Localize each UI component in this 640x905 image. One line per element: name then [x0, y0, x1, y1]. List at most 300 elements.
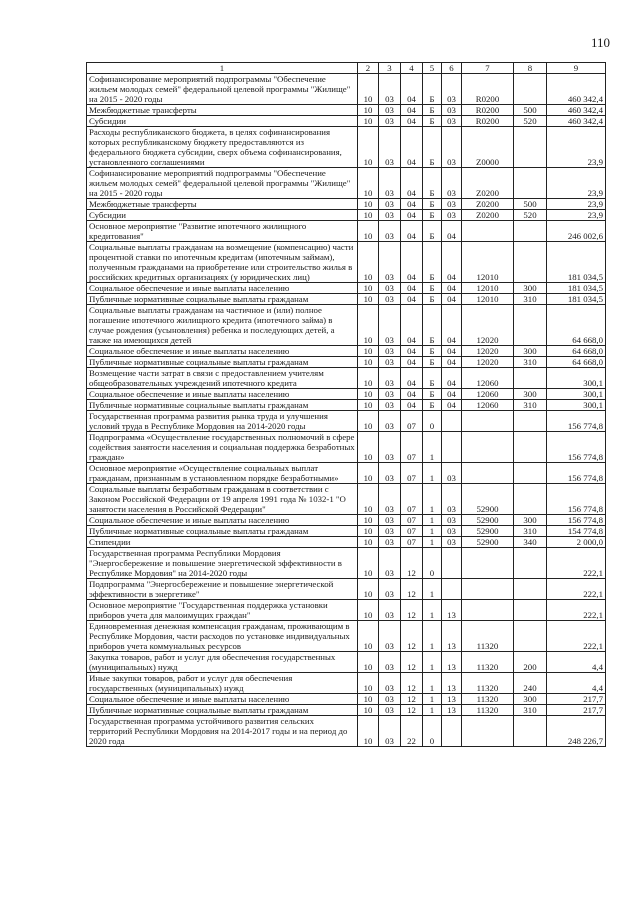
code-3-cell: 03 — [379, 368, 401, 389]
code-7-cell: Z0200 — [462, 168, 514, 199]
code-4-cell: 12 — [401, 673, 423, 694]
table-row — [87, 600, 606, 621]
code-6-cell — [442, 716, 462, 747]
code-8-cell — [514, 463, 547, 484]
code-5-cell: Б — [423, 105, 442, 116]
code-3-cell: 03 — [379, 432, 401, 463]
row-name-cell: Социальные выплаты гражданам на возмещение (компенсацию) части процентной ставки по ипотечным кредитам (ипотечным займам), полученным гражданами на приобретение или строительство жилья в российских кредитных организациях (у юридических лиц) — [87, 242, 358, 283]
code-8-cell — [514, 305, 547, 346]
row-name-cell: Государственная программа устойчивого развития сельских территорий Республики Мордовия на 2014-2017 годы и на период до 2020 года — [87, 716, 358, 747]
code-7-cell: Z0000 — [462, 127, 514, 168]
amount-cell: 23,9 — [547, 168, 606, 199]
code-5-cell: 1 — [423, 432, 442, 463]
amount-cell: 222,1 — [547, 621, 606, 652]
code-2-cell: 10 — [358, 389, 379, 400]
code-5-cell: Б — [423, 127, 442, 168]
code-2-cell: 10 — [358, 283, 379, 294]
code-6-cell: 04 — [442, 357, 462, 368]
code-8-cell: 240 — [514, 673, 547, 694]
code-3-cell: 03 — [379, 283, 401, 294]
code-6-cell: 03 — [442, 168, 462, 199]
table-row — [87, 242, 606, 283]
code-4-cell: 04 — [401, 294, 423, 305]
code-8-cell: 300 — [514, 389, 547, 400]
code-7-cell: 12060 — [462, 368, 514, 389]
code-4-cell: 12 — [401, 652, 423, 673]
amount-cell: 2 000,0 — [547, 537, 606, 548]
code-4-cell: 07 — [401, 537, 423, 548]
code-4-cell: 04 — [401, 168, 423, 199]
code-6-cell: 04 — [442, 346, 462, 357]
code-2-cell: 10 — [358, 579, 379, 600]
amount-cell: 181 034,5 — [547, 294, 606, 305]
code-8-cell — [514, 127, 547, 168]
code-3-cell: 03 — [379, 346, 401, 357]
code-2-cell: 10 — [358, 515, 379, 526]
code-8-cell — [514, 484, 547, 515]
code-4-cell: 04 — [401, 368, 423, 389]
code-5-cell: Б — [423, 294, 442, 305]
code-2-cell: 10 — [358, 168, 379, 199]
code-3-cell: 03 — [379, 210, 401, 221]
table-row — [87, 694, 606, 705]
code-4-cell: 04 — [401, 389, 423, 400]
header-cell: 5 — [423, 63, 442, 74]
amount-cell: 64 668,0 — [547, 357, 606, 368]
code-3-cell: 03 — [379, 105, 401, 116]
code-6-cell: 03 — [442, 210, 462, 221]
row-name-cell: Основное мероприятие "Развитие ипотечного жилищного кредитования" — [87, 221, 358, 242]
table-row — [87, 400, 606, 411]
code-4-cell: 07 — [401, 411, 423, 432]
row-name-cell: Социальные выплаты гражданам на частичное и (или) полное погашение ипотечного жилищного кредита (ипотечного займа) в случае рождения (усыновления) ребенка и последующих детей, а также на имеющихся детей — [87, 305, 358, 346]
table-row — [87, 368, 606, 389]
code-8-cell: 310 — [514, 705, 547, 716]
code-6-cell: 04 — [442, 305, 462, 346]
header-cell: 9 — [547, 63, 606, 74]
code-2-cell: 10 — [358, 346, 379, 357]
code-7-cell: Z0200 — [462, 210, 514, 221]
code-3-cell: 03 — [379, 600, 401, 621]
table-row — [87, 515, 606, 526]
code-5-cell: 0 — [423, 716, 442, 747]
code-7-cell — [462, 579, 514, 600]
table-row — [87, 74, 606, 105]
amount-cell: 64 668,0 — [547, 346, 606, 357]
code-5-cell: 1 — [423, 579, 442, 600]
amount-cell: 156 774,8 — [547, 432, 606, 463]
code-8-cell — [514, 716, 547, 747]
row-name-cell: Закупка товаров, работ и услуг для обеспечения государственных (муниципальных) нужд — [87, 652, 358, 673]
code-4-cell: 04 — [401, 283, 423, 294]
code-3-cell: 03 — [379, 716, 401, 747]
table-row — [87, 432, 606, 463]
code-2-cell: 10 — [358, 74, 379, 105]
row-name-cell: Единовременная денежная компенсация гражданам, проживающим в Республике Мордовия, части расходов по установке индивидуальных приборов учета коммунальных ресурсов — [87, 621, 358, 652]
code-4-cell: 12 — [401, 705, 423, 716]
code-5-cell: 1 — [423, 463, 442, 484]
code-6-cell: 03 — [442, 515, 462, 526]
amount-cell: 300,1 — [547, 368, 606, 389]
code-4-cell: 07 — [401, 526, 423, 537]
code-4-cell: 12 — [401, 548, 423, 579]
code-5-cell: 1 — [423, 484, 442, 515]
code-2-cell: 10 — [358, 400, 379, 411]
code-5-cell: Б — [423, 199, 442, 210]
code-8-cell — [514, 411, 547, 432]
row-name-cell: Социальное обеспечение и иные выплаты населению — [87, 694, 358, 705]
code-7-cell: 52900 — [462, 537, 514, 548]
code-3-cell: 03 — [379, 537, 401, 548]
row-name-cell: Иные закупки товаров, работ и услуг для обеспечения государственных (муниципальных) нужд — [87, 673, 358, 694]
code-2-cell: 10 — [358, 368, 379, 389]
code-6-cell: 03 — [442, 74, 462, 105]
code-4-cell: 07 — [401, 515, 423, 526]
budget-table — [86, 62, 606, 747]
code-6-cell — [442, 579, 462, 600]
code-7-cell: 11320 — [462, 652, 514, 673]
code-6-cell: 13 — [442, 705, 462, 716]
code-2-cell: 10 — [358, 537, 379, 548]
table-row — [87, 389, 606, 400]
code-6-cell: 13 — [442, 621, 462, 652]
code-3-cell: 03 — [379, 305, 401, 346]
code-2-cell: 10 — [358, 294, 379, 305]
code-3-cell: 03 — [379, 357, 401, 368]
code-4-cell: 07 — [401, 432, 423, 463]
header-cell: 4 — [401, 63, 423, 74]
code-7-cell: 11320 — [462, 673, 514, 694]
code-8-cell — [514, 368, 547, 389]
header-cell: 2 — [358, 63, 379, 74]
code-4-cell: 04 — [401, 346, 423, 357]
code-2-cell: 10 — [358, 600, 379, 621]
row-name-cell: Социальное обеспечение и иные выплаты населению — [87, 283, 358, 294]
row-name-cell: Расходы республиканского бюджета, в целях софинансирования которых республиканскому бюджету предоставляются из федерального бюджета субсидии, сверх объема софинансирования, установленного соглашениями — [87, 127, 358, 168]
code-3-cell: 03 — [379, 705, 401, 716]
code-4-cell: 07 — [401, 484, 423, 515]
amount-cell: 460 342,4 — [547, 105, 606, 116]
code-2-cell: 10 — [358, 357, 379, 368]
code-8-cell: 300 — [514, 346, 547, 357]
page-number: 110 — [590, 35, 610, 50]
amount-cell: 181 034,5 — [547, 283, 606, 294]
table-row — [87, 294, 606, 305]
row-name-cell: Возмещение части затрат в связи с предоставлением учителям общеобразовательных учреждений ипотечного кредита — [87, 368, 358, 389]
code-2-cell: 10 — [358, 221, 379, 242]
code-7-cell: 12060 — [462, 400, 514, 411]
code-2-cell: 10 — [358, 105, 379, 116]
code-6-cell: 13 — [442, 673, 462, 694]
row-name-cell: Публичные нормативные социальные выплаты гражданам — [87, 705, 358, 716]
row-name-cell: Софинансирование мероприятий подпрограммы "Обеспечение жильем молодых семей" федеральной целевой программы "Жилище" на 2015 - 2020 годы — [87, 74, 358, 105]
row-name-cell: Межбюджетные трансферты — [87, 199, 358, 210]
code-4-cell: 04 — [401, 305, 423, 346]
code-7-cell: 11320 — [462, 705, 514, 716]
code-3-cell: 03 — [379, 411, 401, 432]
code-4-cell: 12 — [401, 579, 423, 600]
code-5-cell: 1 — [423, 537, 442, 548]
header-cell: 1 — [87, 63, 358, 74]
table-body — [87, 74, 606, 747]
code-2-cell: 10 — [358, 548, 379, 579]
code-7-cell: 12010 — [462, 283, 514, 294]
code-7-cell: 12020 — [462, 305, 514, 346]
code-8-cell: 200 — [514, 652, 547, 673]
row-name-cell: Социальное обеспечение и иные выплаты населению — [87, 346, 358, 357]
code-7-cell: R0200 — [462, 74, 514, 105]
code-3-cell: 03 — [379, 389, 401, 400]
code-3-cell: 03 — [379, 221, 401, 242]
code-8-cell — [514, 621, 547, 652]
amount-cell: 300,1 — [547, 389, 606, 400]
code-4-cell: 12 — [401, 621, 423, 652]
amount-cell: 248 226,7 — [547, 716, 606, 747]
code-5-cell: Б — [423, 389, 442, 400]
code-7-cell: R0200 — [462, 105, 514, 116]
code-7-cell — [462, 432, 514, 463]
code-7-cell: 12020 — [462, 346, 514, 357]
code-3-cell: 03 — [379, 400, 401, 411]
code-8-cell — [514, 74, 547, 105]
code-8-cell: 310 — [514, 294, 547, 305]
code-5-cell: Б — [423, 242, 442, 283]
code-6-cell: 03 — [442, 116, 462, 127]
code-5-cell: Б — [423, 283, 442, 294]
table-row — [87, 526, 606, 537]
code-5-cell: 1 — [423, 652, 442, 673]
code-4-cell: 04 — [401, 74, 423, 105]
code-6-cell — [442, 411, 462, 432]
code-2-cell: 10 — [358, 484, 379, 515]
table-row — [87, 673, 606, 694]
code-8-cell: 520 — [514, 116, 547, 127]
code-7-cell: 11320 — [462, 694, 514, 705]
code-2-cell: 10 — [358, 432, 379, 463]
code-6-cell: 13 — [442, 694, 462, 705]
row-name-cell: Социальные выплаты безработным гражданам в соответствии с Законом Российской Федерации от 19 апреля 1991 года № 1032-1 "О занятости населения в Российской Федерации" — [87, 484, 358, 515]
header-cell: 3 — [379, 63, 401, 74]
amount-cell: 217,7 — [547, 705, 606, 716]
code-8-cell: 310 — [514, 357, 547, 368]
code-3-cell: 03 — [379, 242, 401, 283]
code-6-cell: 04 — [442, 283, 462, 294]
code-8-cell: 300 — [514, 283, 547, 294]
code-6-cell: 03 — [442, 526, 462, 537]
code-3-cell: 03 — [379, 548, 401, 579]
table-row — [87, 716, 606, 747]
amount-cell: 246 002,6 — [547, 221, 606, 242]
code-3-cell: 03 — [379, 463, 401, 484]
code-7-cell: 52900 — [462, 515, 514, 526]
code-4-cell: 12 — [401, 600, 423, 621]
code-5-cell: Б — [423, 400, 442, 411]
row-name-cell: Публичные нормативные социальные выплаты гражданам — [87, 357, 358, 368]
code-8-cell — [514, 221, 547, 242]
row-name-cell: Публичные нормативные социальные выплаты гражданам — [87, 400, 358, 411]
code-3-cell: 03 — [379, 484, 401, 515]
row-name-cell: Софинансирование мероприятий подпрограммы "Обеспечение жильем молодых семей" федеральной целевой программы "Жилище" на 2015 - 2020 годы — [87, 168, 358, 199]
row-name-cell: Стипендии — [87, 537, 358, 548]
amount-cell: 23,9 — [547, 210, 606, 221]
row-name-cell: Подпрограмма «Осуществление государственных полномочий в сфере содействия занятости населения и социальная поддержка безработных граждан» — [87, 432, 358, 463]
code-3-cell: 03 — [379, 526, 401, 537]
row-name-cell: Межбюджетные трансферты — [87, 105, 358, 116]
code-8-cell: 340 — [514, 537, 547, 548]
amount-cell: 4,4 — [547, 652, 606, 673]
table-row — [87, 357, 606, 368]
row-name-cell: Социальное обеспечение и иные выплаты населению — [87, 515, 358, 526]
amount-cell: 156 774,8 — [547, 484, 606, 515]
amount-cell: 23,9 — [547, 127, 606, 168]
amount-cell: 156 774,8 — [547, 411, 606, 432]
table-row — [87, 199, 606, 210]
code-7-cell — [462, 221, 514, 242]
code-8-cell — [514, 600, 547, 621]
amount-cell: 217,7 — [547, 694, 606, 705]
code-5-cell: 0 — [423, 411, 442, 432]
code-3-cell: 03 — [379, 74, 401, 105]
code-5-cell: Б — [423, 168, 442, 199]
code-2-cell: 10 — [358, 305, 379, 346]
header-cell: 7 — [462, 63, 514, 74]
code-8-cell — [514, 548, 547, 579]
code-3-cell: 03 — [379, 199, 401, 210]
amount-cell: 156 774,8 — [547, 515, 606, 526]
code-6-cell: 04 — [442, 400, 462, 411]
code-5-cell: 1 — [423, 600, 442, 621]
table-row — [87, 652, 606, 673]
code-7-cell: 52900 — [462, 484, 514, 515]
table-row — [87, 537, 606, 548]
code-6-cell: 04 — [442, 389, 462, 400]
table-row — [87, 463, 606, 484]
code-5-cell: 0 — [423, 548, 442, 579]
code-5-cell: Б — [423, 346, 442, 357]
code-6-cell — [442, 548, 462, 579]
code-4-cell: 04 — [401, 242, 423, 283]
amount-cell: 300,1 — [547, 400, 606, 411]
code-6-cell: 03 — [442, 127, 462, 168]
row-name-cell: Публичные нормативные социальные выплаты гражданам — [87, 294, 358, 305]
code-2-cell: 10 — [358, 127, 379, 168]
code-8-cell: 300 — [514, 515, 547, 526]
code-6-cell: 03 — [442, 463, 462, 484]
code-8-cell: 500 — [514, 199, 547, 210]
code-3-cell: 03 — [379, 168, 401, 199]
table-row — [87, 168, 606, 199]
code-3-cell: 03 — [379, 673, 401, 694]
row-name-cell: Публичные нормативные социальные выплаты гражданам — [87, 526, 358, 537]
amount-cell: 156 774,8 — [547, 463, 606, 484]
code-5-cell: 1 — [423, 621, 442, 652]
table-row — [87, 105, 606, 116]
code-5-cell: Б — [423, 116, 442, 127]
row-name-cell: Социальное обеспечение и иные выплаты населению — [87, 389, 358, 400]
row-name-cell: Субсидии — [87, 116, 358, 127]
amount-cell: 23,9 — [547, 199, 606, 210]
row-name-cell: Государственная программа развития рынка труда и улучшения условий труда в Республике Мордовия на 2014-2020 годы — [87, 411, 358, 432]
code-3-cell: 03 — [379, 294, 401, 305]
table-row — [87, 411, 606, 432]
code-3-cell: 03 — [379, 652, 401, 673]
code-5-cell: 1 — [423, 673, 442, 694]
code-7-cell — [462, 548, 514, 579]
code-2-cell: 10 — [358, 621, 379, 652]
table-row — [87, 221, 606, 242]
amount-cell: 460 342,4 — [547, 116, 606, 127]
code-2-cell: 10 — [358, 116, 379, 127]
row-name-cell: Государственная программа Республики Мордовия "Энергосбережение и повышение энергетической эффективности в Республике Мордовия" на 2014-2020 годы — [87, 548, 358, 579]
code-5-cell: 1 — [423, 694, 442, 705]
code-3-cell: 03 — [379, 694, 401, 705]
code-5-cell: Б — [423, 221, 442, 242]
row-name-cell: Субсидии — [87, 210, 358, 221]
amount-cell: 460 342,4 — [547, 74, 606, 105]
code-8-cell — [514, 579, 547, 600]
table-row — [87, 210, 606, 221]
code-2-cell: 10 — [358, 210, 379, 221]
table-header-row — [87, 63, 606, 74]
code-4-cell: 04 — [401, 357, 423, 368]
code-4-cell: 07 — [401, 463, 423, 484]
code-6-cell: 03 — [442, 537, 462, 548]
code-8-cell: 310 — [514, 526, 547, 537]
code-7-cell: 12020 — [462, 357, 514, 368]
table-row — [87, 484, 606, 515]
header-cell: 6 — [442, 63, 462, 74]
code-8-cell: 520 — [514, 210, 547, 221]
code-2-cell: 10 — [358, 411, 379, 432]
code-3-cell: 03 — [379, 621, 401, 652]
table-row — [87, 548, 606, 579]
code-6-cell: 04 — [442, 368, 462, 389]
row-name-cell: Основное мероприятие "Государственная поддержка установки приборов учета для малоимущих граждан" — [87, 600, 358, 621]
code-5-cell: 1 — [423, 705, 442, 716]
amount-cell: 64 668,0 — [547, 305, 606, 346]
code-2-cell: 10 — [358, 716, 379, 747]
table-row — [87, 346, 606, 357]
code-3-cell: 03 — [379, 127, 401, 168]
amount-cell: 222,1 — [547, 548, 606, 579]
table-row — [87, 305, 606, 346]
code-4-cell: 04 — [401, 400, 423, 411]
code-4-cell: 04 — [401, 210, 423, 221]
code-7-cell — [462, 600, 514, 621]
code-7-cell: 52900 — [462, 526, 514, 537]
code-5-cell: 1 — [423, 526, 442, 537]
code-6-cell: 13 — [442, 652, 462, 673]
code-2-cell: 10 — [358, 652, 379, 673]
table-row — [87, 705, 606, 716]
table-row — [87, 116, 606, 127]
code-3-cell: 03 — [379, 579, 401, 600]
code-3-cell: 03 — [379, 116, 401, 127]
row-name-cell: Подпрограмма "Энергосбережение и повышение энергетической эффективности в энергетике" — [87, 579, 358, 600]
code-2-cell: 10 — [358, 199, 379, 210]
code-4-cell: 04 — [401, 199, 423, 210]
code-5-cell: 1 — [423, 515, 442, 526]
code-6-cell: 03 — [442, 199, 462, 210]
code-8-cell: 300 — [514, 694, 547, 705]
code-6-cell: 03 — [442, 484, 462, 515]
code-4-cell: 12 — [401, 694, 423, 705]
code-6-cell: 03 — [442, 105, 462, 116]
code-4-cell: 04 — [401, 105, 423, 116]
code-5-cell: Б — [423, 74, 442, 105]
code-7-cell: R0200 — [462, 116, 514, 127]
code-8-cell — [514, 168, 547, 199]
